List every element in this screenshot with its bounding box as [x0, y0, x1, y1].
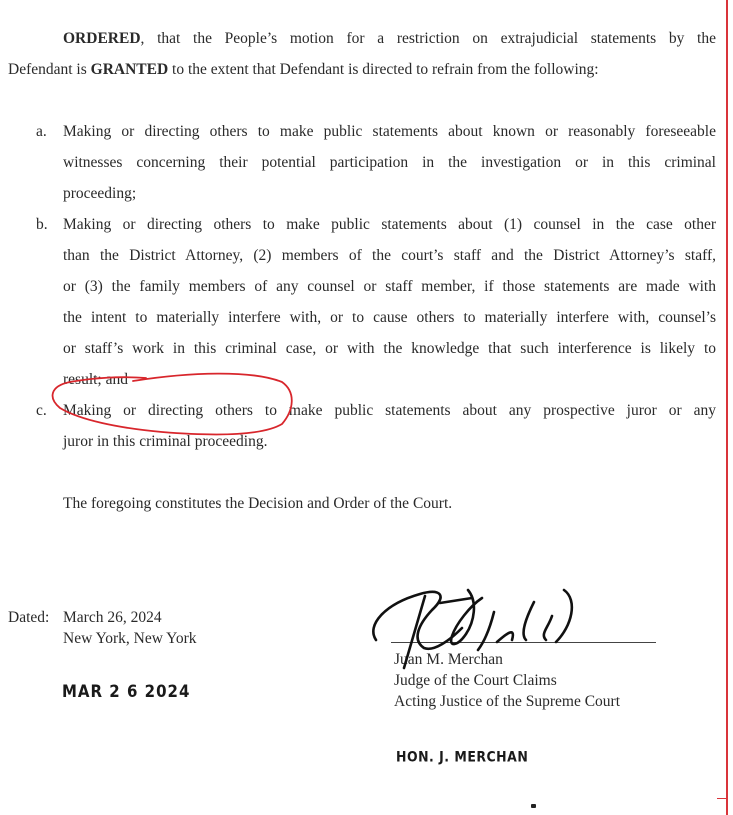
item-b-line-3: or (3) the family members of any counsel or staff member, if those statements are made with [63, 278, 716, 295]
item-a-line-2: witnesses concerning their potential participation in the investigation or in this criminal [63, 154, 716, 171]
dated-date: March 26, 2024 [63, 609, 162, 626]
item-b-line-6: result; and [63, 371, 128, 388]
item-c-line-1: Making or directing others to make public statements about any prospective juror or any [63, 402, 716, 419]
item-c-marker: c. [36, 402, 47, 419]
item-b-line-2: than the District Attorney, (2) members of the court’s staff and the District Attorney’s staff, [63, 247, 716, 264]
order-line-2-post: to the extent that Defendant is directed to refrain from the following: [172, 61, 599, 78]
name-stamp: HON. J. MERCHAN [396, 747, 529, 766]
item-c-line-2: juror in this criminal proceeding. [63, 433, 268, 450]
ordered-word: ORDERED [63, 30, 141, 47]
date-stamp: MAR 2 6 2024 [62, 680, 191, 702]
signer-name: Juan M. Merchan [394, 651, 503, 668]
item-b-line-4: the intent to materially interfere with, or to cause others to materially interfere with, counsel’s [63, 309, 716, 326]
item-b-line-5: or staff’s work in this criminal case, or with the knowledge that such interference is likely to [63, 340, 716, 357]
dated-place: New York, New York [63, 630, 197, 647]
order-line-2-pre: Defendant is [8, 61, 87, 78]
item-a-line-3: proceeding; [63, 185, 137, 202]
item-b-marker: b. [36, 216, 48, 233]
signer-title-2: Acting Justice of the Supreme Court [394, 693, 620, 710]
item-a-marker: a. [36, 123, 47, 140]
item-b-line-1: Making or directing others to make public statements about (1) counsel in the case other [63, 216, 716, 233]
granted-word: GRANTED [90, 61, 169, 78]
dated-label: Dated: [8, 609, 50, 626]
closing-sentence: The foregoing constitutes the Decision and Order of the Court. [63, 495, 453, 512]
item-a-line-1: Making or directing others to make public statements about known or reasonably foreseeable [63, 123, 716, 140]
order-line-1-text: , that the People’s motion for a restriction on extrajudicial statements by the [140, 30, 716, 47]
signer-title-1: Judge of the Court Claims [394, 672, 557, 689]
